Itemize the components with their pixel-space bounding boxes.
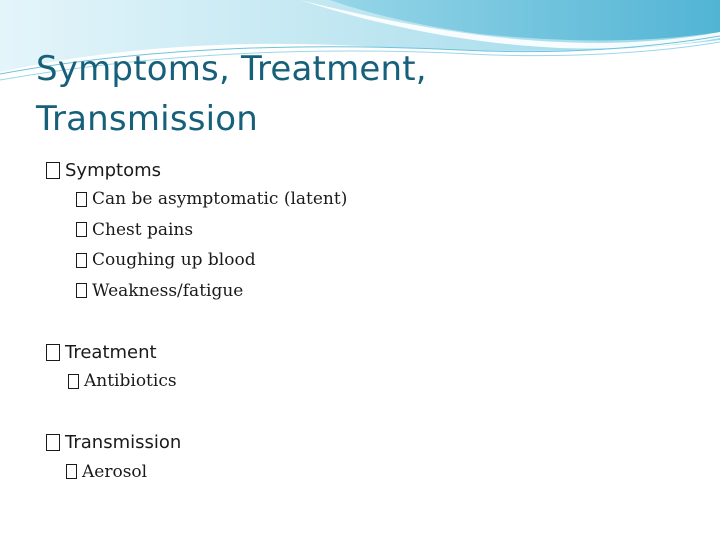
slide-title <box>36 44 676 144</box>
square-bullet-icon <box>68 374 79 389</box>
list-item-label: Coughing up blood <box>92 250 256 271</box>
list-item-label: Antibiotics <box>84 371 177 392</box>
section-heading-label: Transmission <box>65 432 182 453</box>
title-line-1: Symptoms, Treatment, <box>36 49 427 89</box>
title-line-2: Transmission <box>36 99 259 139</box>
list-item <box>44 276 684 307</box>
list-item-label: Weakness/fatigue <box>92 280 244 301</box>
section-heading-transmission <box>44 429 684 457</box>
list-item <box>44 457 684 488</box>
section-heading-treatment <box>44 338 684 366</box>
list-item-label: Aerosol <box>82 461 148 482</box>
square-bullet-icon <box>46 344 60 361</box>
square-bullet-icon <box>76 222 87 237</box>
section-heading-symptoms <box>44 156 684 184</box>
square-bullet-icon <box>76 192 87 207</box>
square-bullet-icon <box>76 283 87 298</box>
list-item <box>44 245 684 276</box>
list-item <box>44 184 684 215</box>
list-item-label: Chest pains <box>92 219 194 240</box>
square-bullet-icon <box>66 464 77 479</box>
section-heading-label: Symptoms <box>65 159 162 181</box>
list-item <box>44 215 684 246</box>
list-item-label: Can be asymptomatic (latent) <box>92 189 348 210</box>
list-item <box>44 366 684 397</box>
section-spacer <box>44 306 684 338</box>
square-bullet-icon <box>76 253 87 268</box>
square-bullet-icon <box>46 162 60 179</box>
section-spacer <box>44 397 684 429</box>
square-bullet-icon <box>46 434 60 451</box>
slide-body <box>44 156 684 487</box>
section-heading-label: Treatment <box>65 341 157 363</box>
